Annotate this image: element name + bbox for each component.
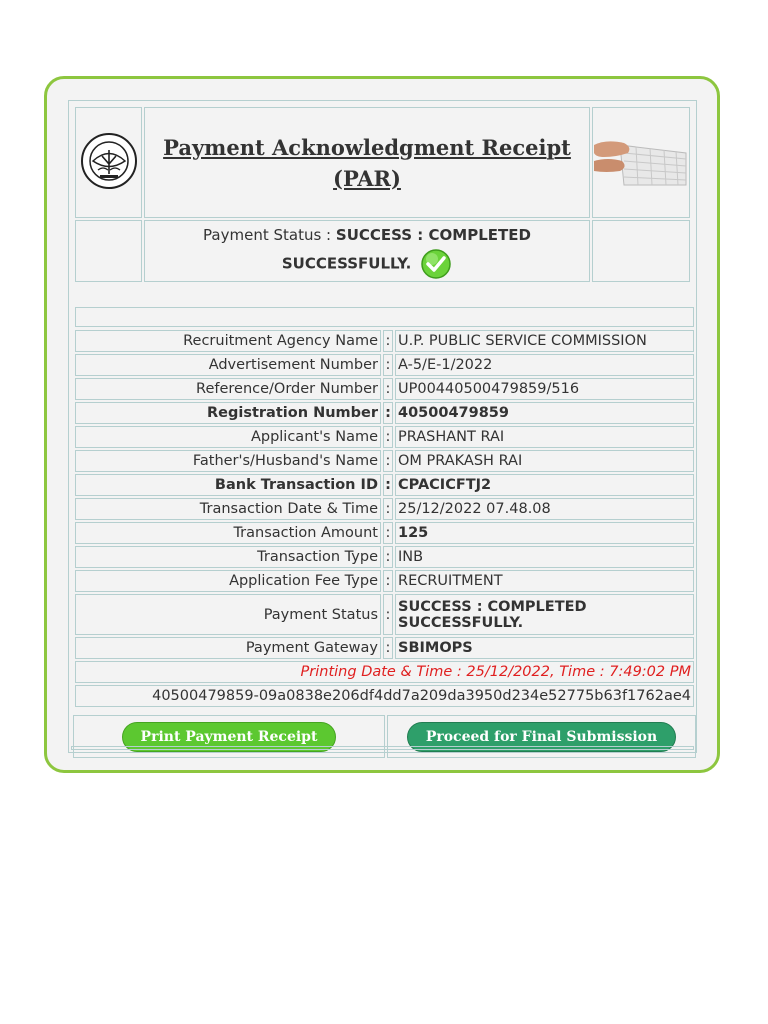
keyboard-cell — [592, 107, 690, 218]
detail-label: Reference/Order Number — [75, 378, 381, 400]
detail-value: OM PRAKASH RAI — [395, 450, 694, 472]
detail-value: INB — [395, 546, 694, 568]
detail-colon: : — [383, 330, 393, 352]
details-table — [73, 328, 696, 709]
detail-value: 25/12/2022 07.48.08 — [395, 498, 694, 520]
page-title-abbrev: (PAR) — [333, 165, 401, 191]
table-row — [75, 378, 694, 400]
emblem-cell — [75, 107, 142, 218]
proceed-button-cell — [387, 715, 696, 758]
hash-row — [75, 685, 694, 707]
detail-value: A-5/E-1/2022 — [395, 354, 694, 376]
title-cell — [144, 107, 590, 218]
payment-status-line2: SUCCESSFULLY. — [398, 614, 524, 631]
bottom-divider — [71, 746, 694, 750]
payment-status-summary — [146, 222, 588, 280]
detail-colon: : — [383, 546, 393, 568]
table-row — [75, 426, 694, 448]
detail-label: Applicant's Name — [75, 426, 381, 448]
keyboard-typing-icon — [594, 131, 688, 191]
detail-colon: : — [383, 594, 393, 635]
detail-label: Payment Status — [75, 594, 381, 635]
table-row — [75, 546, 694, 568]
detail-value: RECRUITMENT — [395, 570, 694, 592]
receipt-container — [44, 76, 720, 773]
status-left-empty — [75, 220, 142, 282]
print-button-cell — [73, 715, 385, 758]
table-row — [75, 474, 694, 496]
detail-colon: : — [383, 378, 393, 400]
green-check-icon — [420, 248, 452, 280]
payment-status-line1: SUCCESS : COMPLETED — [398, 598, 587, 615]
printing-date-time: Printing Date & Time : 25/12/2022, Time : 7:49:02 PM — [75, 661, 694, 683]
status-right-empty — [592, 220, 690, 282]
detail-value: 125 — [395, 522, 694, 544]
detail-value: 40500479859 — [395, 402, 694, 424]
table-row — [75, 402, 694, 424]
table-row — [75, 637, 694, 659]
status-value-line1: SUCCESS : COMPLETED — [335, 226, 531, 244]
detail-label: Father's/Husband's Name — [75, 450, 381, 472]
status-value-line2: SUCCESSFULLY. — [281, 254, 412, 273]
detail-colon: : — [383, 522, 393, 544]
receipt-frame — [68, 100, 697, 753]
status-cell — [144, 220, 590, 282]
table-row — [75, 522, 694, 544]
detail-label: Application Fee Type — [75, 570, 381, 592]
detail-colon: : — [383, 637, 393, 659]
detail-colon: : — [383, 570, 393, 592]
detail-colon: : — [383, 354, 393, 376]
detail-colon: : — [383, 498, 393, 520]
detail-label: Transaction Type — [75, 546, 381, 568]
printing-row — [75, 661, 694, 683]
table-row — [75, 450, 694, 472]
button-row — [71, 713, 698, 760]
table-row — [75, 354, 694, 376]
detail-label: Payment Gateway — [75, 637, 381, 659]
detail-label: Recruitment Agency Name — [75, 330, 381, 352]
detail-label: Registration Number — [75, 402, 381, 424]
detail-label: Transaction Amount — [75, 522, 381, 544]
table-row — [75, 570, 694, 592]
detail-colon: : — [383, 426, 393, 448]
detail-value: PRASHANT RAI — [395, 426, 694, 448]
detail-colon: : — [383, 450, 393, 472]
detail-label: Bank Transaction ID — [75, 474, 381, 496]
table-row — [75, 594, 694, 635]
detail-value: U.P. PUBLIC SERVICE COMMISSION — [395, 330, 694, 352]
proceed-final-submission-button[interactable]: Proceed for Final Submission — [407, 722, 676, 752]
table-row — [75, 498, 694, 520]
detail-label: Transaction Date & Time — [75, 498, 381, 520]
print-payment-receipt-button[interactable]: Print Payment Receipt — [122, 722, 337, 752]
detail-colon: : — [383, 474, 393, 496]
detail-label: Advertisement Number — [75, 354, 381, 376]
spacer-row — [75, 307, 694, 327]
detail-value: CPACICFTJ2 — [395, 474, 694, 496]
page-title: Payment Acknowledgment Receipt — [163, 134, 571, 160]
detail-value — [395, 594, 694, 635]
table-row — [75, 330, 694, 352]
detail-value: UP00440500479859/516 — [395, 378, 694, 400]
transaction-hash: 40500479859-09a0838e206df4dd7a209da3950d234e52775b63f1762ae4 — [75, 685, 694, 707]
receipt-header — [73, 105, 692, 284]
detail-colon: : — [383, 402, 393, 424]
detail-value: SBIMOPS — [395, 637, 694, 659]
status-label: Payment Status : — [203, 226, 332, 244]
up-government-emblem-icon — [80, 132, 138, 190]
